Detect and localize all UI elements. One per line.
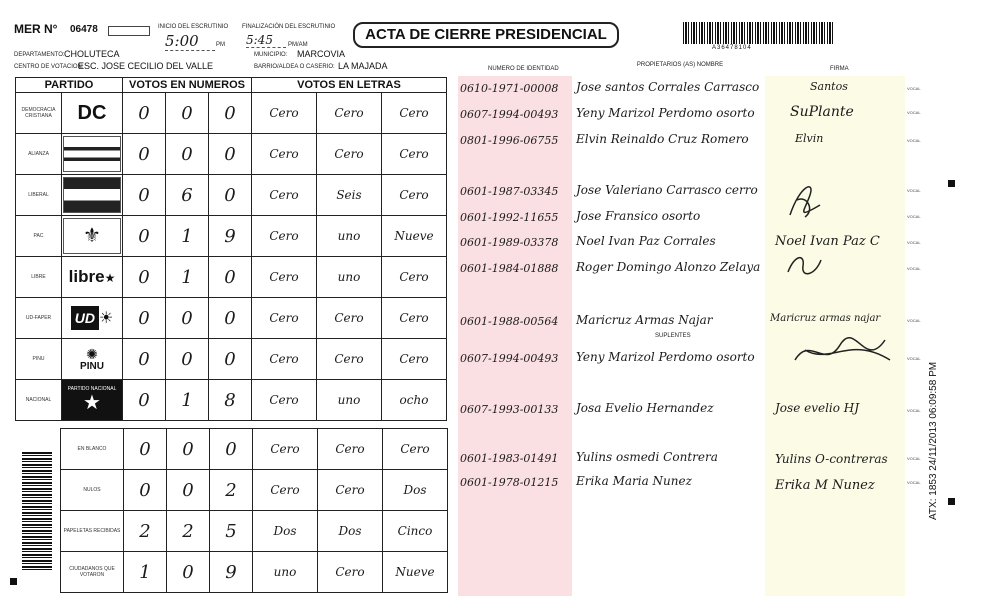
member-signature: Santos: [810, 80, 848, 93]
num-cell: 0: [123, 339, 166, 380]
letter-cell: Cinco: [383, 511, 448, 552]
barcode-number: A36478104: [712, 45, 752, 51]
member-name: Josa Evelio Hernandez: [576, 401, 714, 415]
member-name: Elvin Reinaldo Cruz Romero: [576, 132, 749, 146]
letter-cell: Cero: [383, 429, 448, 470]
centro-label: CENTRO DE VOTACION:: [14, 64, 84, 70]
letter-cell: uno: [317, 216, 382, 257]
letter-cell: Cero: [382, 339, 447, 380]
member-signature: Jose evelio HJ: [775, 401, 860, 415]
num-cell: 0: [166, 134, 209, 175]
num-cell: 0: [123, 380, 166, 421]
member-signature: Yulins O-contreras: [775, 452, 888, 466]
member-name: Yeny Marizol Perdomo osorto: [576, 350, 755, 364]
table-row: [61, 470, 448, 511]
party-name: LIBRE: [16, 257, 62, 298]
member-name: Yeny Marizol Perdomo osorto: [576, 106, 755, 120]
ud-logo: UD ☀: [62, 298, 123, 339]
row-label: VOCAL: [907, 214, 921, 219]
letter-cell: Cero: [317, 298, 382, 339]
letter-cell: uno: [317, 257, 382, 298]
mer-logo: [108, 26, 150, 36]
inicio-label: INICIO DEL ESCRUTINIO: [158, 24, 229, 30]
num-cell: 0: [167, 552, 210, 593]
letter-cell: Dos: [318, 511, 383, 552]
letter-cell: Cero: [252, 298, 317, 339]
letter-cell: Cero: [318, 552, 383, 593]
fin-label: FINALIZACIÓN DEL ESCRUTINIO: [242, 24, 336, 30]
row-label: VOCAL: [907, 138, 921, 143]
member-id: 0801-1996-06755: [460, 134, 559, 147]
num-cell: 0: [209, 134, 252, 175]
id-column-bg: [458, 76, 572, 596]
letter-cell: Cero: [382, 93, 447, 134]
table-row: [61, 552, 448, 593]
member-signature: Erika M Nunez: [775, 478, 875, 493]
letter-cell: Cero: [252, 339, 317, 380]
registration-mark: [10, 578, 17, 585]
num-cell: 0: [167, 470, 210, 511]
num-cell: 1: [124, 552, 167, 593]
member-id: 0601-1983-01491: [460, 452, 559, 465]
member-name: Maricruz Armas Najar: [576, 313, 713, 327]
pinu-logo: ✺ PINU: [62, 339, 123, 380]
num-cell: 2: [167, 511, 210, 552]
member-name: Jose Fransico osorto: [576, 209, 701, 223]
signature-scribble: [790, 330, 900, 375]
letter-cell: ocho: [382, 380, 447, 421]
member-name: Jose Valeriano Carrasco cerro: [576, 183, 758, 197]
num-cell: 6: [166, 175, 209, 216]
num-cell: 9: [210, 552, 253, 593]
votes-table: [15, 77, 447, 421]
member-id: 0601-1978-01215: [460, 476, 559, 489]
member-id: 0607-1994-00493: [460, 352, 559, 365]
num-cell: 1: [166, 257, 209, 298]
registration-mark: [948, 180, 955, 187]
num-cell: 0: [166, 298, 209, 339]
table-row: [16, 175, 447, 216]
totals-table: [60, 428, 448, 593]
member-signature: Noel Ivan Paz C: [775, 234, 880, 249]
num-cell: 9: [209, 216, 252, 257]
total-label: EN BLANCO: [61, 429, 124, 470]
table-row: [16, 216, 447, 257]
table-row: [16, 134, 447, 175]
table-row: [16, 298, 447, 339]
side-barcode: [22, 452, 52, 570]
row-label: VOCAL: [907, 240, 921, 245]
num-cell: 0: [123, 298, 166, 339]
suplentes-label: SUPLENTES: [655, 333, 691, 339]
num-cell: 0: [166, 93, 209, 134]
libre-logo: libre★: [62, 257, 123, 298]
letter-cell: Cero: [253, 470, 318, 511]
departamento-value: CHOLUTECA: [64, 49, 120, 59]
member-signature: Maricruz armas najar: [770, 313, 881, 324]
party-name: UD-FAPER: [16, 298, 62, 339]
letter-cell: Cero: [317, 339, 382, 380]
col-name-header: PROPIETARIOS (AS) NOMBRE: [636, 62, 724, 68]
table-row: [16, 339, 447, 380]
total-label: PAPELETAS RECIBIDAS: [61, 511, 124, 552]
num-cell: 0: [124, 470, 167, 511]
party-name: DEMOCRACIA CRISTIANA: [16, 93, 62, 134]
member-id: 0601-1987-03345: [460, 185, 559, 198]
letter-cell: uno: [317, 380, 382, 421]
member-name: Erika Maria Nunez: [576, 474, 692, 488]
member-name: Noel Ivan Paz Corrales: [576, 234, 716, 248]
row-label: VOCAL: [907, 86, 921, 91]
num-cell: 5: [210, 511, 253, 552]
member-signature: Elvin: [795, 132, 824, 145]
party-name: ALIANZA: [16, 134, 62, 175]
party-name: LIBERAL: [16, 175, 62, 216]
signature-scribble: [785, 175, 825, 225]
table-row: [16, 380, 447, 421]
row-label: VOCAL: [907, 480, 921, 485]
letter-cell: Cero: [252, 257, 317, 298]
dc-logo: DC: [62, 93, 123, 134]
registration-mark: [948, 498, 955, 505]
pac-logo: ⚜: [62, 216, 123, 257]
table-row: [61, 429, 448, 470]
letter-cell: Cero: [252, 380, 317, 421]
header-partido: PARTIDO: [16, 78, 123, 93]
num-cell: 0: [123, 134, 166, 175]
member-name: Roger Domingo Alonzo Zelaya: [576, 260, 761, 274]
letter-cell: Seis: [317, 175, 382, 216]
party-name: PAC: [16, 216, 62, 257]
row-label: VOCAL: [907, 408, 921, 413]
member-id: 0601-1984-01888: [460, 262, 559, 275]
alianza-logo: [62, 134, 123, 175]
barrio-label: BARRIO/ALDEA O CASERIO:: [254, 64, 335, 70]
side-stamp: ATX: 1853 24/11/2013 06:09:58 PM: [928, 361, 939, 520]
num-cell: 2: [210, 470, 253, 511]
nacional-logo: PARTIDO NACIONAL ★: [62, 380, 123, 421]
member-signature: SuPlante: [790, 104, 854, 120]
member-name: Yulins osmedi Contrera: [576, 450, 718, 464]
page-title: ACTA DE CIERRE PRESIDENCIAL: [353, 22, 619, 48]
barrio-value: LA MAJADA: [338, 61, 388, 71]
num-cell: 0: [123, 257, 166, 298]
letter-cell: uno: [253, 552, 318, 593]
row-label: VOCAL: [907, 356, 921, 361]
row-label: VOCAL: [907, 188, 921, 193]
member-id: 0601-1988-00564: [460, 315, 559, 328]
letter-cell: Dos: [383, 470, 448, 511]
mer-number: 06478: [70, 24, 98, 35]
num-cell: 0: [123, 93, 166, 134]
row-label: VOCAL: [907, 318, 921, 323]
num-cell: 0: [123, 175, 166, 216]
member-id: 0601-1989-03378: [460, 236, 559, 249]
letter-cell: Cero: [252, 93, 317, 134]
letter-cell: Cero: [252, 216, 317, 257]
num-cell: 0: [209, 339, 252, 380]
total-label: CIUDADANOS QUE VOTARON: [61, 552, 124, 593]
letter-cell: Nueve: [382, 216, 447, 257]
member-id: 0607-1993-00133: [460, 403, 559, 416]
col-sig-header: FIRMA: [830, 66, 849, 72]
mer-label: MER N°: [14, 22, 58, 36]
signature-scribble: [785, 252, 825, 278]
member-name: Jose santos Corrales Carrasco: [576, 80, 760, 94]
letter-cell: Cero: [382, 257, 447, 298]
num-cell: 0: [209, 298, 252, 339]
party-name: NACIONAL: [16, 380, 62, 421]
table-row: [16, 257, 447, 298]
col-id-header: NUMERO DE IDENTIDAD: [488, 66, 559, 72]
letter-cell: Dos: [253, 511, 318, 552]
letter-cell: Cero: [317, 93, 382, 134]
member-id: 0610-1971-00008: [460, 82, 559, 95]
num-cell: 0: [209, 257, 252, 298]
num-cell: 8: [209, 380, 252, 421]
header-votos-numeros: VOTOS EN NUMEROS: [123, 78, 252, 93]
table-row: [16, 93, 447, 134]
header-votos-letras: VOTOS EN LETRAS: [252, 78, 447, 93]
letter-cell: Cero: [382, 175, 447, 216]
num-cell: 1: [166, 216, 209, 257]
fin-unit: PM/AM: [288, 42, 308, 48]
num-cell: 0: [167, 429, 210, 470]
letter-cell: Nueve: [383, 552, 448, 593]
num-cell: 0: [166, 339, 209, 380]
municipio-label: MUNICIPIO:: [254, 52, 288, 58]
letter-cell: Cero: [252, 175, 317, 216]
departamento-label: DEPARTAMENTO:: [14, 52, 65, 58]
fin-value: 5:45: [246, 33, 286, 48]
num-cell: 1: [166, 380, 209, 421]
table-row: [61, 511, 448, 552]
inicio-unit: PM: [216, 42, 225, 48]
letter-cell: Cero: [318, 429, 383, 470]
num-cell: 0: [124, 429, 167, 470]
municipio-value: MARCOVIA: [297, 49, 346, 59]
num-cell: 0: [209, 93, 252, 134]
num-cell: 0: [123, 216, 166, 257]
letter-cell: Cero: [317, 134, 382, 175]
row-label: VOCAL: [907, 266, 921, 271]
total-label: NULOS: [61, 470, 124, 511]
letter-cell: Cero: [252, 134, 317, 175]
liberal-logo: [62, 175, 123, 216]
inicio-value: 5:00: [165, 32, 215, 51]
row-label: VOCAL: [907, 110, 921, 115]
member-id: 0601-1992-11655: [460, 211, 559, 224]
letter-cell: Cero: [382, 298, 447, 339]
row-label: VOCAL: [907, 456, 921, 461]
num-cell: 0: [209, 175, 252, 216]
letter-cell: Cero: [382, 134, 447, 175]
letter-cell: Cero: [318, 470, 383, 511]
num-cell: 0: [210, 429, 253, 470]
letter-cell: Cero: [253, 429, 318, 470]
num-cell: 2: [124, 511, 167, 552]
party-name: PINU: [16, 339, 62, 380]
centro-value: ESC. JOSE CECILIO DEL VALLE: [78, 61, 214, 71]
member-id: 0607-1994-00493: [460, 108, 559, 121]
barcode: [683, 22, 833, 44]
